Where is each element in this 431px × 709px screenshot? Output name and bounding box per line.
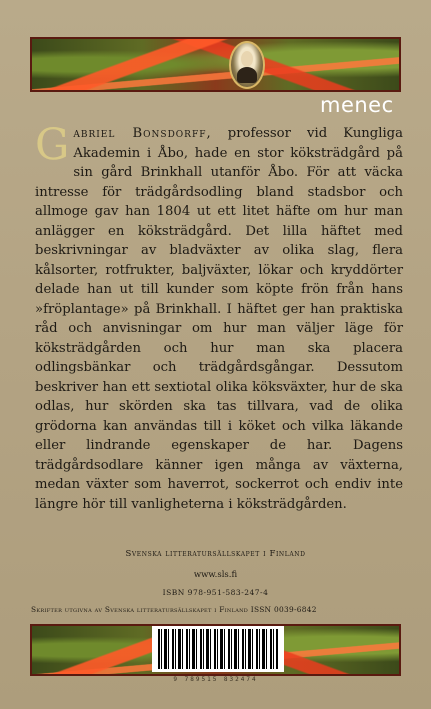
author-name: abriel Bonsdorff, xyxy=(73,126,212,141)
barcode-bars xyxy=(158,629,278,669)
series-line: Skrifter utgivna av Svenska litteratursällskapet i Finland ISSN 0039-6842 xyxy=(31,605,317,614)
barcode-number: 9 789515 832474 xyxy=(173,676,258,683)
barcode xyxy=(152,626,284,672)
drop-cap: G xyxy=(35,120,70,170)
publisher-website: www.sls.fi xyxy=(193,570,238,580)
top-rhubarb-band xyxy=(30,37,401,92)
isbn-number: ISBN 978-951-583-247-4 xyxy=(162,588,269,597)
publisher-logo: menec xyxy=(320,93,394,117)
portrait-medallion xyxy=(229,41,265,89)
portrait-coat xyxy=(237,67,257,83)
blurb-body: professor vid Kungliga Akademin i Åbo, hade en stor köksträdgård på sin gård Brinkhall utanför Åbo. För att väcka intresse för trädgårdsodling bland stadsbor och allmoge gav han 1804 ut ett litet häfte om hur man anlägger en köksträdgård. Det lilla häftet med beskrivningar av bladväxter av olika slag, flera kålsorter, rotfrukter, baljväxter, lökar och kryddörter delade han ut till kunder som köpte frön från hans »fröplantage» på Brinkhall. I häftet ger han praktiska råd och anvisningar om hur man väljer läge för köksträdgården och hur man ska placera odlingsbänkar och trädgårdsgångar. Dessutom beskriver han ett sextiotal olika köksväxter, hur de ska odlas, hur skörden ska tas tillvara, vad de olika grödorna kan användas till i köket och vilka läkande eller lindrande egenskaper de har. Dagens trädgårdsodlare känner igen många av växterna, medan växter som haverrot, sockerrot och endiv inte längre hör till vanligheterna i köksträdgården. xyxy=(35,126,403,512)
publisher-name: Svenska litteratursällskapet i Finland xyxy=(125,549,306,559)
portrait-face xyxy=(241,51,253,67)
blurb-text xyxy=(35,120,403,514)
